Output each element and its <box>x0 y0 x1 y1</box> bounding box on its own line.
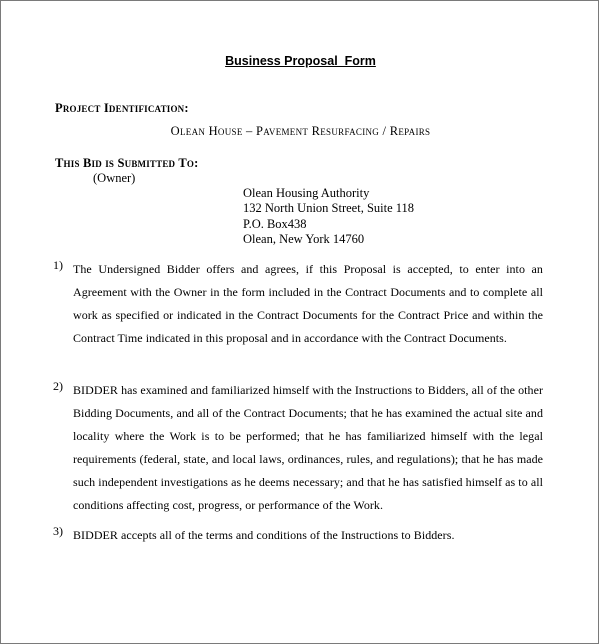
address-line-organization: Olean Housing Authority <box>243 186 370 200</box>
item-number: 1) <box>53 258 63 272</box>
address-line-city: Olean, New York 14760 <box>243 231 365 246</box>
item-text: The Undersigned Bidder offers and agrees, if this Proposal is accepted, to enter into an Agreement with the Owner in the form included in the Contract Documents and to complete all work as specified or indicated in the Contract Documents for the Contract Price and within the Contract Time indicated in this proposal and in accordance with the Contract Documents. <box>73 262 543 345</box>
owner-address <box>243 186 414 247</box>
item-number: 2) <box>53 379 63 393</box>
owner-label: (Owner) <box>93 171 136 185</box>
item-text: BIDDER accepts all of the terms and conditions of the Instructions to Bidders. <box>73 528 455 542</box>
document-title: Business Proposal Form <box>225 54 376 68</box>
proposal-item-3 <box>53 524 543 547</box>
address-line-street: 132 North Union Street, Suite 118 <box>243 201 415 216</box>
proposal-item-2 <box>53 379 543 517</box>
item-text: BIDDER has examined and familiarized himself with the Instructions to Bidders, all of the other Bidding Documents, and all of the Contract Documents; that he has examined the actual site and locality where the Work is to be performed; that he has familiarized himself with the legal requirements (federal, state, and local laws, ordinances, rules, and regulations); that he has made such independent investigations as he deems necessary; and that he has satisfied himself as to all conditions affecting cost, progress, or performance of the Work. <box>73 383 543 512</box>
project-identification-heading: Project Identification: <box>55 101 189 115</box>
item-number: 3) <box>53 524 63 538</box>
proposal-item-1 <box>53 258 543 350</box>
bid-submitted-heading: This Bid is Submitted To: <box>55 156 199 170</box>
address-line-po-box: P.O. Box438 <box>243 216 307 231</box>
project-name: Olean House – Pavement Resurfacing / Repairs <box>170 124 431 138</box>
